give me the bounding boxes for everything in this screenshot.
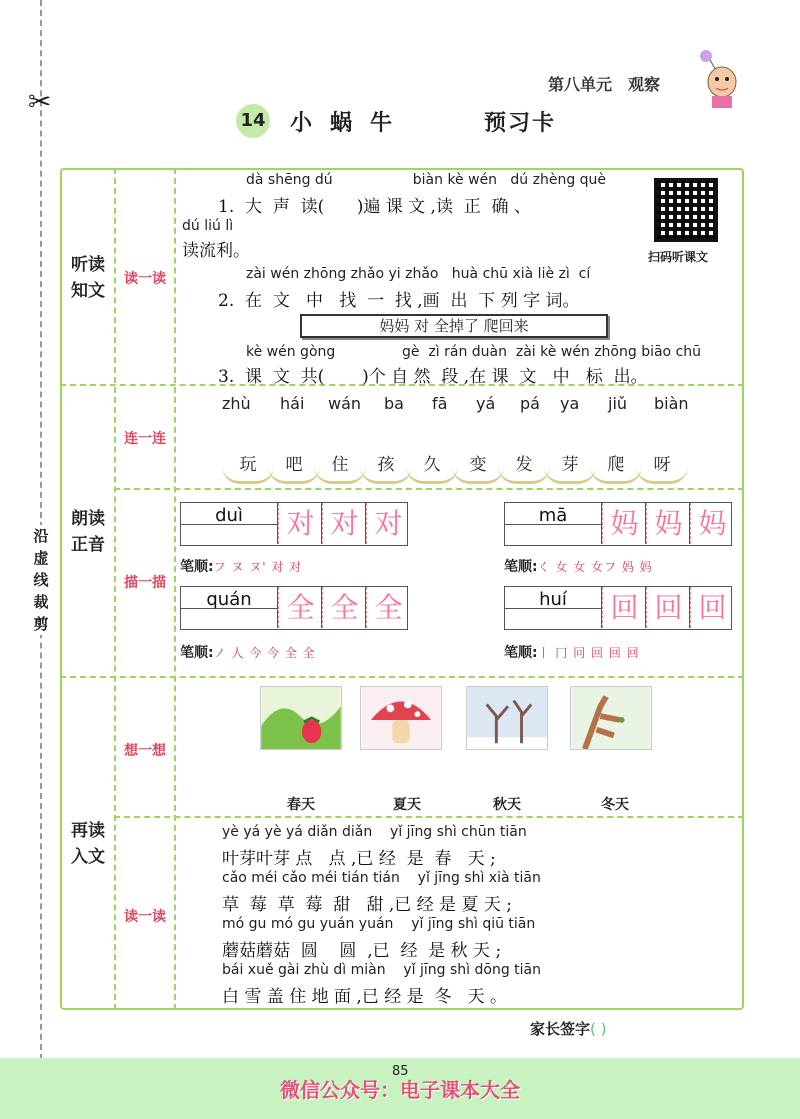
trace-pinyin: huí: [505, 589, 601, 609]
connect-pinyin[interactable]: ba: [384, 394, 404, 413]
trace-char: 对: [330, 507, 359, 540]
season-label: 春天: [287, 797, 315, 813]
connect-char[interactable]: 呀: [636, 452, 688, 484]
connect-pinyin[interactable]: ya: [560, 394, 580, 413]
connect-char[interactable]: 久: [406, 452, 458, 484]
row-divider: [114, 488, 744, 490]
q1-text-2: 读流利。: [182, 241, 250, 261]
trace-char: 全: [374, 591, 403, 624]
qr-label: 扫码听课文: [648, 250, 709, 264]
trace-char: 对: [374, 507, 403, 540]
activity-connect-label: 连一连: [124, 431, 166, 447]
connect-char[interactable]: 孩: [360, 452, 412, 484]
trace-char: 回: [610, 591, 639, 624]
cut-label: 沿虚线裁剪: [30, 525, 52, 635]
poem-pinyin: yè yá yè yá diǎn diǎn yǐ jīng shì chūn tiān: [222, 824, 527, 840]
connect-char-row: [222, 452, 702, 484]
trace-char: 全: [286, 591, 315, 624]
q3-text: 3. 课 文 共( )个 自 然 段 ,在 课 文 中 标 出。: [218, 367, 648, 387]
parent-signature[interactable]: 家长签字( ): [530, 1020, 607, 1038]
connect-char[interactable]: 玩: [222, 452, 274, 484]
q1-text: 1. 大 声 读( )遍 课 文 ,读 正 确 、: [218, 197, 531, 217]
mascot-icon: [696, 48, 744, 110]
trace-grid-ma[interactable]: [504, 502, 732, 546]
qr-code-icon[interactable]: [654, 178, 718, 242]
trace-grid-quan[interactable]: [180, 586, 408, 630]
activity-think-label: 想一想: [124, 743, 166, 759]
connect-pinyin[interactable]: biàn: [654, 394, 689, 413]
q2-pinyin: zài wén zhōng zhǎo yi zhǎo huà chū xià liè zì cí: [246, 266, 591, 282]
stroke-order-hui: 笔顺:丨 冂 冋 回 回 回: [504, 645, 640, 661]
trace-char: 回: [654, 591, 683, 624]
poem-pinyin: cǎo méi cǎo méi tián tián yǐ jīng shì xià tiān: [222, 870, 541, 886]
card-title: 预习卡: [484, 111, 557, 136]
trace-pinyin: mā: [505, 505, 601, 525]
poem-line: 草 莓 草 莓 甜 甜 ,已 经 是 夏 天 ;: [222, 895, 512, 915]
trace-grid-hui[interactable]: [504, 586, 732, 630]
stroke-order-quan: 笔顺:ノ 人 今 今 全 全: [180, 645, 316, 661]
bare-tree-picture: [570, 686, 652, 750]
trace-char: 妈: [610, 507, 639, 540]
strawberry-picture: [260, 686, 342, 750]
trace-pinyin: quán: [181, 589, 277, 609]
lesson-number: 14: [236, 104, 270, 138]
poem-pinyin: mó gu mó gu yuán yuán yǐ jīng shì qiū tiān: [222, 916, 536, 932]
section-reread-label: 再读入文: [71, 821, 105, 867]
stroke-order-ma: 笔顺:く 女 女 女フ 妈 妈: [504, 559, 653, 575]
mushroom-picture: [360, 686, 442, 750]
q3-pinyin: kè wén gòng gè zì rán duàn zài kè wén zhōng biāo chū: [246, 344, 702, 360]
page-number: 85: [392, 1064, 409, 1079]
unit-label: 第八单元 观察: [548, 75, 661, 94]
activity-read2-label: 读一读: [124, 909, 166, 925]
connect-pinyin[interactable]: pá: [520, 394, 540, 413]
section-pronounce-label: 朗读正音: [71, 509, 105, 555]
column-divider: [174, 168, 176, 1010]
q1-pinyin-2: dú liú lì: [182, 218, 234, 234]
poem-line: 蘑菇蘑菇 圆 圆 ,已 经 是 秋 天 ;: [222, 941, 502, 961]
poem-pinyin: bái xuě gài zhù dì miàn yǐ jīng shì dōng tiān: [222, 962, 541, 978]
footer-text: 微信公众号：电子课本大全: [280, 1078, 520, 1102]
lesson-title: 小蜗牛: [290, 110, 411, 136]
trace-char: 对: [286, 507, 315, 540]
word-box: 妈妈 对 全掉了 爬回来: [300, 314, 608, 338]
connect-char[interactable]: 吧: [268, 452, 320, 484]
season-label: 冬天: [601, 797, 629, 813]
activity-trace-label: 描一描: [124, 575, 166, 591]
trace-char: 妈: [698, 507, 727, 540]
connect-char[interactable]: 住: [314, 452, 366, 484]
poem-line: 叶芽叶芽 点 点 ,已 经 是 春 天 ;: [222, 849, 496, 869]
trace-pinyin: duì: [181, 505, 277, 525]
connect-pinyin[interactable]: jiǔ: [608, 394, 628, 413]
season-label: 夏天: [393, 797, 421, 813]
trace-grid-dui[interactable]: [180, 502, 408, 546]
row-divider: [60, 676, 744, 678]
trace-char: 回: [698, 591, 727, 624]
poem-line: 白 雪 盖 住 地 面 ,已 经 是 冬 天 。: [222, 987, 508, 1007]
connect-char[interactable]: 芽: [544, 452, 596, 484]
activity-read-label: 读一读: [124, 271, 166, 287]
row-divider: [114, 816, 744, 818]
stroke-order-dui: 笔顺:フ ヌ ヌ' 对 对: [180, 559, 303, 575]
connect-pinyin-row: [222, 394, 702, 416]
section-listen-label: 听读知文: [71, 255, 105, 301]
trace-char: 全: [330, 591, 359, 624]
connect-pinyin[interactable]: hái: [280, 394, 305, 413]
connect-char[interactable]: 发: [498, 452, 550, 484]
snow-tree-picture: [466, 686, 548, 750]
scissors-icon: ✂: [28, 85, 52, 118]
connect-pinyin[interactable]: wán: [328, 394, 362, 413]
trace-char: 妈: [654, 507, 683, 540]
connect-pinyin[interactable]: fā: [432, 394, 448, 413]
season-label: 秋天: [493, 797, 521, 813]
connect-char[interactable]: 变: [452, 452, 504, 484]
connect-char[interactable]: 爬: [590, 452, 642, 484]
connect-pinyin[interactable]: zhù: [222, 394, 251, 413]
q2-text: 2. 在 文 中 找 一 找 ,画 出 下 列 字 词。: [218, 291, 580, 311]
q1-pinyin: dà shēng dú biàn kè wén dú zhèng què: [246, 172, 607, 188]
connect-pinyin[interactable]: yá: [476, 394, 496, 413]
